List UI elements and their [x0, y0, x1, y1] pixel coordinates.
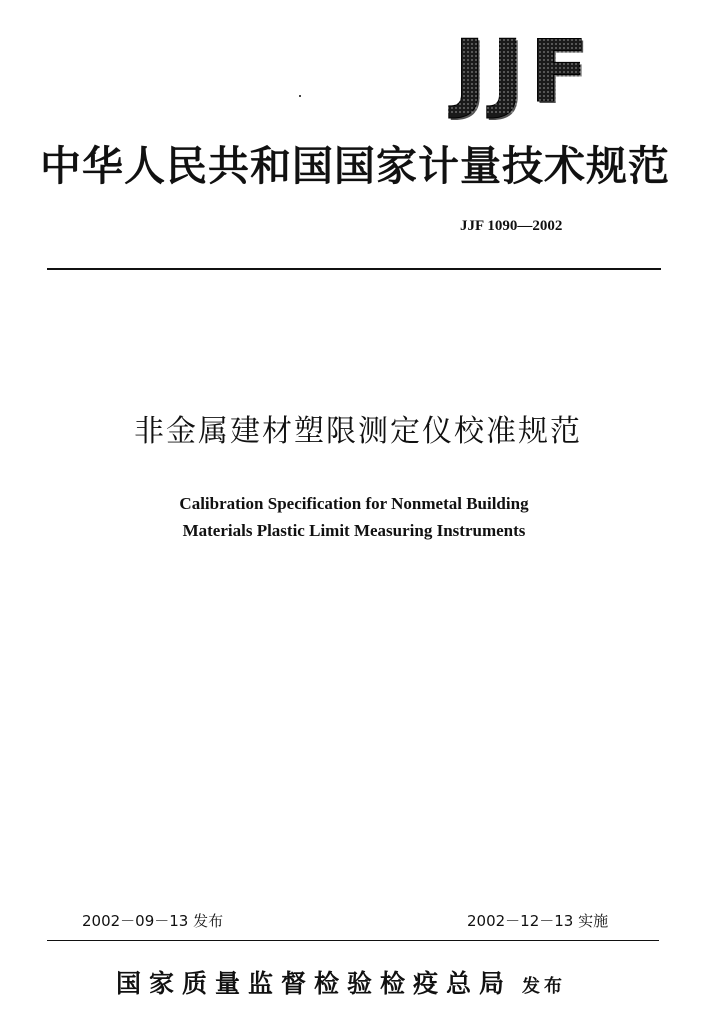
- issue-date: 2002－09－13 发布: [82, 912, 224, 930]
- publisher-suffix: 发布: [522, 976, 567, 997]
- bottom-divider: [47, 940, 659, 941]
- specification-code: JJF 1090—2002: [460, 218, 563, 234]
- title-chinese: 非金属建材塑限测定仪校准规范: [134, 414, 582, 449]
- logo-text: JJF: [453, 22, 595, 122]
- top-divider: [47, 268, 661, 270]
- publisher-name: 国家质量监督检验检疫总局: [116, 969, 513, 998]
- title-english: [100, 490, 608, 544]
- issuing-authority-heading: 中华人民共和国国家计量技术规范: [40, 142, 670, 190]
- effective-date: 2002－12－13 实施: [467, 912, 609, 930]
- title-english-line-1: Calibration Specification for Nonmetal Building: [179, 494, 529, 513]
- publisher-line: [116, 967, 596, 1004]
- jjf-logo: [426, 22, 622, 122]
- scan-speck: [299, 95, 301, 97]
- title-english-line-2: Materials Plastic Limit Measuring Instruments: [182, 521, 526, 540]
